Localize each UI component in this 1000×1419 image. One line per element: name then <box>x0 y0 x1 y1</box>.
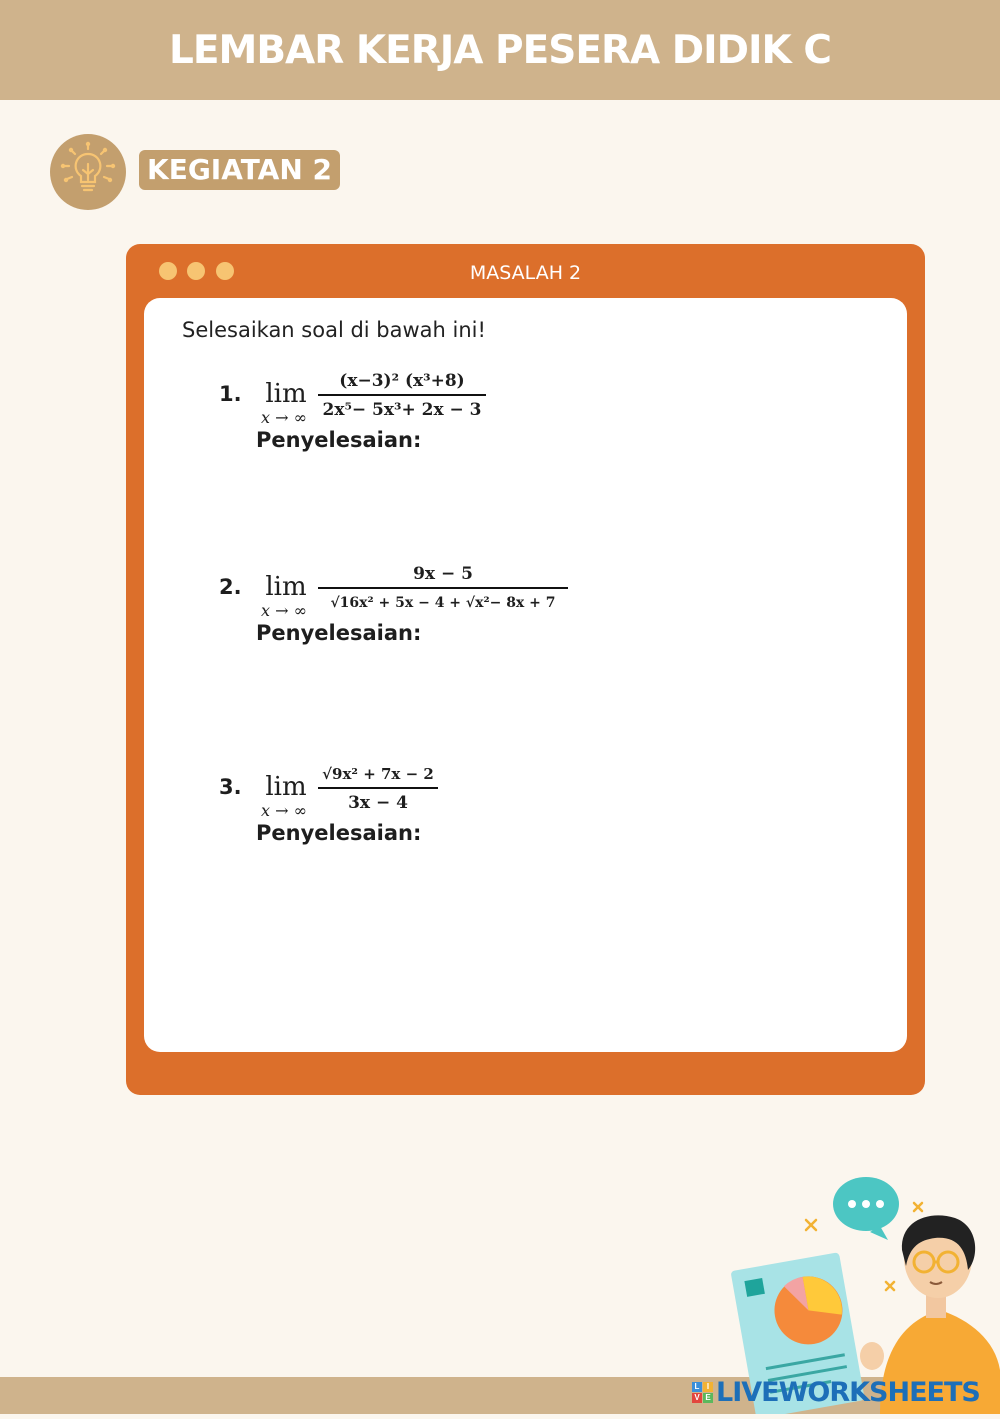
limit-operator: lim x → ∞ <box>261 772 307 820</box>
liveworksheets-logo[interactable] <box>692 1376 980 1408</box>
instruction-text: Selesaikan soal di bawah ini! <box>182 318 486 342</box>
fraction <box>318 763 438 814</box>
page-header <box>0 0 1000 100</box>
fraction-bar <box>318 787 438 789</box>
brand-text: LIVEWORKSHEETS <box>716 1376 980 1408</box>
panel-title: MASALAH 2 <box>469 262 582 284</box>
fraction-numerator: 9x − 5 <box>413 564 473 584</box>
problem-number: 3. <box>219 775 242 799</box>
fraction-denominator: √16x² + 5x − 4 + √x²− 8x + 7 <box>330 595 556 611</box>
panel-content <box>144 298 907 1052</box>
solution-label: Penyelesaian: <box>256 821 422 845</box>
brand-blocks: L I V E <box>692 1382 713 1403</box>
fraction <box>318 563 568 614</box>
page-title: LEMBAR KERJA PESERA DIDIK C <box>169 27 831 73</box>
lightbulb-icon <box>50 134 126 210</box>
fraction-bar <box>318 394 486 396</box>
solution-label: Penyelesaian: <box>256 621 422 645</box>
problem-number: 2. <box>219 575 242 599</box>
fraction-numerator: (x−3)² (x³+8) <box>339 371 465 391</box>
fraction-numerator: √9x² + 7x − 2 <box>322 765 434 783</box>
fraction-bar <box>318 587 568 589</box>
fraction-denominator: 3x − 4 <box>348 793 408 813</box>
problem-number: 1. <box>219 382 242 406</box>
problem-panel <box>126 244 925 1095</box>
limit-operator: lim x → ∞ <box>261 379 307 427</box>
fraction <box>318 370 486 421</box>
solution-label: Penyelesaian: <box>256 428 422 452</box>
fraction-denominator: 2x⁵− 5x³+ 2x − 3 <box>322 400 482 420</box>
limit-operator: lim x → ∞ <box>261 572 307 620</box>
activity-badge: KEGIATAN 2 <box>139 150 340 190</box>
